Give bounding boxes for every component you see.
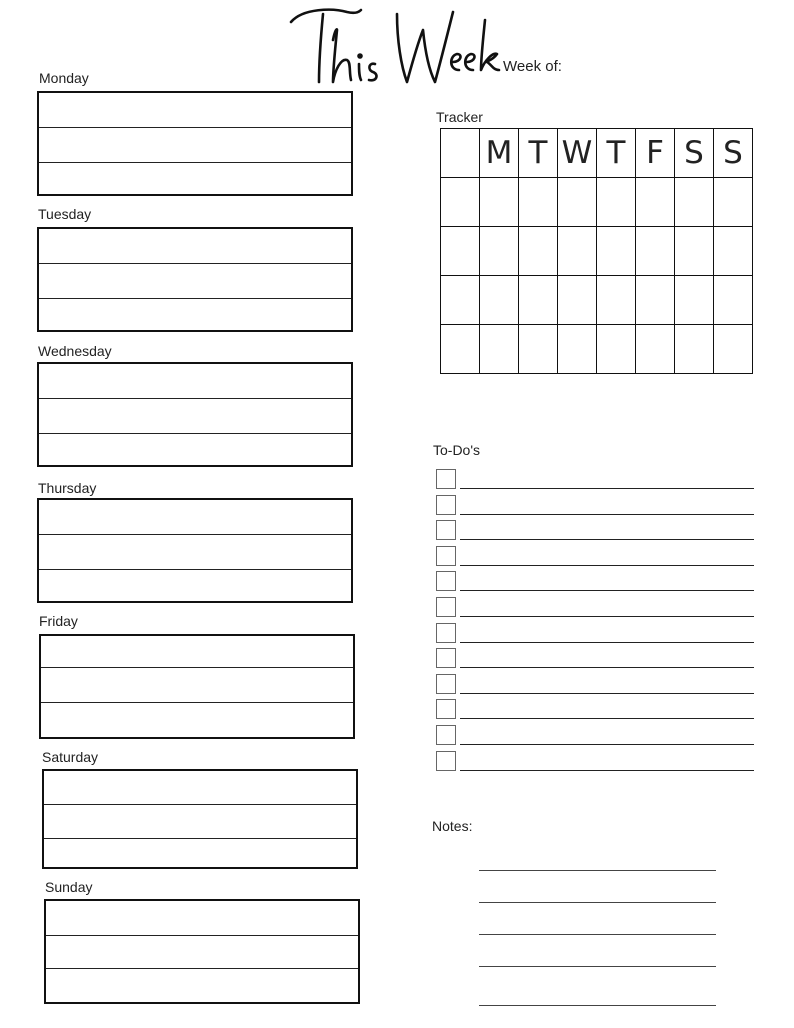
- day-box-monday[interactable]: [37, 91, 353, 196]
- todo-checkbox[interactable]: [436, 571, 456, 591]
- todo-item[interactable]: [436, 751, 754, 771]
- note-line[interactable]: [479, 934, 716, 935]
- tracker-cell[interactable]: [597, 325, 636, 374]
- todo-item[interactable]: [436, 725, 754, 745]
- day-label-sunday: Sunday: [45, 879, 93, 895]
- notes-label: Notes:: [432, 818, 473, 834]
- todo-checkbox[interactable]: [436, 520, 456, 540]
- day-label-saturday: Saturday: [42, 749, 99, 765]
- tracker-cell[interactable]: [714, 276, 753, 325]
- week-of-label: Week of:: [503, 58, 562, 75]
- tracker-cell[interactable]: [597, 276, 636, 325]
- day-box-tuesday[interactable]: [37, 227, 353, 332]
- tracker-cell[interactable]: [636, 227, 675, 276]
- tracker-row: [441, 276, 753, 325]
- day-label-thursday: Thursday: [38, 480, 97, 496]
- tracker-cell[interactable]: [519, 178, 558, 227]
- todo-item[interactable]: [436, 648, 754, 668]
- tracker-cell[interactable]: [714, 227, 753, 276]
- tracker-habit-cell[interactable]: [441, 325, 480, 374]
- day-line: [39, 569, 351, 570]
- tracker-cell[interactable]: [636, 276, 675, 325]
- todo-line[interactable]: [460, 590, 754, 591]
- tracker-cell[interactable]: [675, 276, 714, 325]
- todo-checkbox[interactable]: [436, 469, 456, 489]
- day-label-wednesday: Wednesday: [38, 343, 112, 359]
- todos-label: To-Do's: [433, 442, 481, 458]
- todo-checkbox[interactable]: [436, 674, 456, 694]
- todo-checkbox[interactable]: [436, 623, 456, 643]
- todo-checkbox[interactable]: [436, 648, 456, 668]
- todo-checkbox[interactable]: [436, 751, 456, 771]
- day-line: [39, 398, 351, 399]
- tracker-cell[interactable]: [519, 325, 558, 374]
- todo-item[interactable]: [436, 674, 754, 694]
- todo-item[interactable]: [436, 495, 754, 515]
- todo-line[interactable]: [460, 693, 754, 694]
- tracker-cell[interactable]: [714, 178, 753, 227]
- todo-checkbox[interactable]: [436, 725, 456, 745]
- todo-checkbox[interactable]: [436, 546, 456, 566]
- day-box-friday[interactable]: [39, 634, 355, 739]
- page-title-script: [285, 0, 515, 92]
- day-box-thursday[interactable]: [37, 498, 353, 603]
- day-box-wednesday[interactable]: [37, 362, 353, 467]
- tracker-cell[interactable]: [714, 325, 753, 374]
- tracker-habit-cell[interactable]: [441, 178, 480, 227]
- todo-item[interactable]: [436, 623, 754, 643]
- day-line: [44, 804, 356, 805]
- tracker-corner-cell: [441, 129, 480, 178]
- day-label-tuesday: Tuesday: [38, 206, 92, 222]
- todo-line[interactable]: [460, 744, 754, 745]
- tracker-day-header: F: [636, 129, 675, 178]
- todo-line[interactable]: [460, 770, 754, 771]
- day-line: [39, 534, 351, 535]
- todo-item[interactable]: [436, 469, 754, 489]
- todo-line[interactable]: [460, 616, 754, 617]
- tracker-cell[interactable]: [558, 227, 597, 276]
- todo-line[interactable]: [460, 539, 754, 540]
- note-line[interactable]: [479, 1005, 716, 1006]
- tracker-cell[interactable]: [636, 325, 675, 374]
- tracker-day-header: T: [519, 129, 558, 178]
- tracker-day-header: M: [480, 129, 519, 178]
- tracker-cell[interactable]: [480, 325, 519, 374]
- todo-checkbox[interactable]: [436, 495, 456, 515]
- todo-checkbox[interactable]: [436, 699, 456, 719]
- tracker-cell[interactable]: [480, 276, 519, 325]
- tracker-row: [441, 227, 753, 276]
- todo-checkbox[interactable]: [436, 597, 456, 617]
- day-line: [41, 702, 353, 703]
- tracker-cell[interactable]: [519, 276, 558, 325]
- todo-line[interactable]: [460, 642, 754, 643]
- tracker-habit-cell[interactable]: [441, 227, 480, 276]
- todo-item[interactable]: [436, 546, 754, 566]
- tracker-day-header: S: [714, 129, 753, 178]
- day-line: [39, 263, 351, 264]
- tracker-row: [441, 325, 753, 374]
- day-line: [41, 667, 353, 668]
- todo-line[interactable]: [460, 565, 754, 566]
- day-line: [44, 838, 356, 839]
- tracker-cell[interactable]: [675, 325, 714, 374]
- tracker-row: [441, 178, 753, 227]
- tracker-cell[interactable]: [597, 178, 636, 227]
- tracker-habit-cell[interactable]: [441, 276, 480, 325]
- page-title: [285, 0, 515, 92]
- todo-line[interactable]: [460, 667, 754, 668]
- tracker-label: Tracker: [436, 109, 483, 125]
- day-line: [39, 298, 351, 299]
- day-box-sunday[interactable]: [44, 899, 360, 1004]
- tracker-day-header: W: [558, 129, 597, 178]
- day-line: [39, 433, 351, 434]
- tracker-cell[interactable]: [675, 227, 714, 276]
- tracker-day-header: T: [597, 129, 636, 178]
- tracker-cell[interactable]: [480, 178, 519, 227]
- habit-tracker-grid: [440, 128, 753, 374]
- note-line[interactable]: [479, 966, 716, 967]
- tracker-cell[interactable]: [519, 227, 558, 276]
- day-label-monday: Monday: [39, 70, 89, 86]
- todo-item[interactable]: [436, 520, 754, 540]
- todo-line[interactable]: [460, 488, 754, 489]
- todo-item[interactable]: [436, 597, 754, 617]
- tracker-cell[interactable]: [558, 178, 597, 227]
- todo-line[interactable]: [460, 514, 754, 515]
- tracker-cell[interactable]: [675, 178, 714, 227]
- tracker-cell[interactable]: [597, 227, 636, 276]
- day-line: [39, 162, 351, 163]
- tracker-day-header: S: [675, 129, 714, 178]
- note-line[interactable]: [479, 870, 716, 871]
- day-label-friday: Friday: [39, 613, 78, 629]
- todo-line[interactable]: [460, 718, 754, 719]
- tracker-cell[interactable]: [558, 325, 597, 374]
- tracker-cell[interactable]: [636, 178, 675, 227]
- day-line: [46, 968, 358, 969]
- day-box-saturday[interactable]: [42, 769, 358, 869]
- todo-item[interactable]: [436, 571, 754, 591]
- tracker-cell[interactable]: [558, 276, 597, 325]
- todo-item[interactable]: [436, 699, 754, 719]
- day-line: [39, 127, 351, 128]
- tracker-header-row: [441, 129, 753, 178]
- note-line[interactable]: [479, 902, 716, 903]
- day-line: [46, 935, 358, 936]
- tracker-cell[interactable]: [480, 227, 519, 276]
